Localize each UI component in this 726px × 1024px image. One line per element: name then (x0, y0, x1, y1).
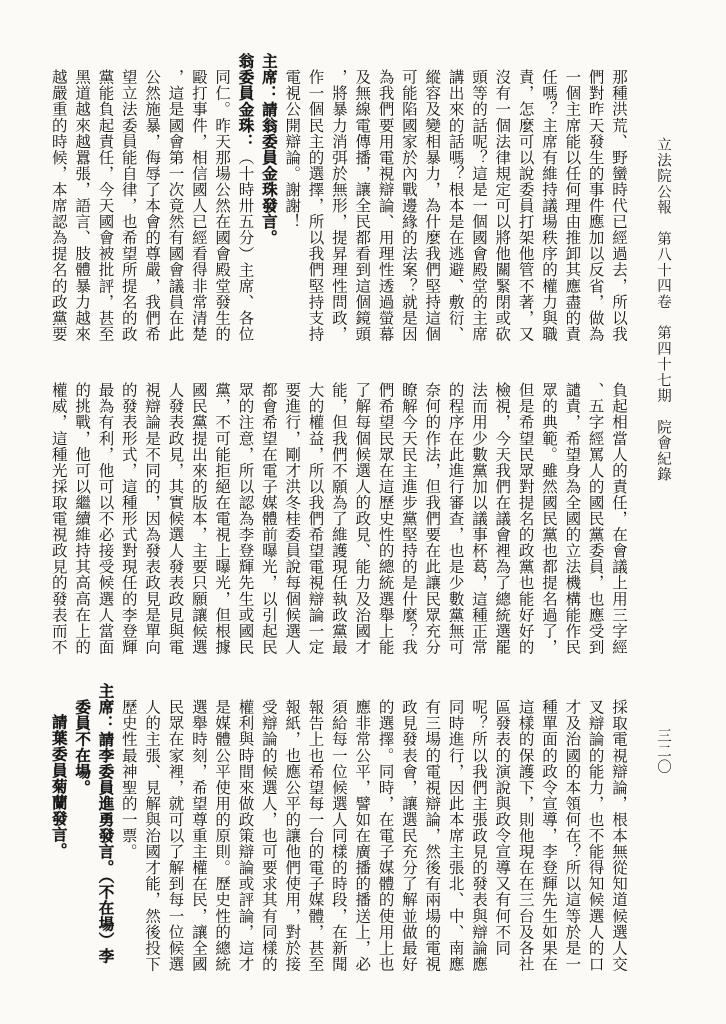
text-column: 越嚴重的時候，本席認為提名的政黨要 (49, 68, 67, 342)
text-column: 一個主席能以任何理由推卸其應盡的責 (563, 68, 581, 342)
text-column: 電視公開辯論。謝謝！ (283, 68, 301, 229)
text-column: 們對昨天發生的事件應加以反省，做為 (586, 68, 604, 342)
speaker-line-column: 翁委員金珠：（十時卅五分）主席、各位 (236, 53, 254, 342)
speaker-line-column: 主席：請李委員進勇發言。（不在場）李 (96, 683, 114, 965)
text-band-top (46, 53, 630, 342)
text-column: 報紙，也應公平的讓他們使用，對於接 (283, 698, 301, 972)
speaker-line-column: 主席：請翁委員金珠發言。 (259, 53, 277, 246)
text-column: 眾的注意，所以認為李登輝先生或國民 (236, 381, 254, 655)
speaker-name: 翁委員金珠： (236, 53, 254, 150)
text-column: 但是希望民眾對提名的政黨也能好好的 (516, 381, 534, 655)
text-column: 了解每個候選人的政見、能力及治國才 (353, 381, 371, 655)
text-column: 政見發表會，讓選民充分了解並做最好 (399, 698, 417, 972)
text-column: 毆打事件，相信國人已經看得非常清楚 (189, 68, 207, 342)
text-column: 應非常公平，譬如在廣播的播送上，必 (353, 698, 371, 972)
text-column: 採取電視辯論，根本無從知道候選人交 (610, 698, 627, 972)
text-column: 才及治國的本領何在？所以這等於是一 (563, 698, 581, 972)
text-column: 奈何的作法，但我們要在此讓民眾充分 (423, 381, 441, 655)
text-column: 負起相當人的責任，在會議上用三字經 (610, 381, 627, 655)
text-column: 的挑戰，他可以繼續維持其高高在上的 (73, 381, 91, 655)
text-band-middle (46, 366, 630, 654)
text-column: 、五字經罵人的國民黨委員，也應受到 (586, 381, 604, 655)
text-column: 同時進行，因此本席主張北、中、南應 (446, 698, 464, 972)
journal-header: 立法院公報 第八十四卷 第四十七期 院會紀錄 (655, 137, 671, 483)
text-column: 黑道越來越囂張，語言、肢體暴力越來 (73, 68, 91, 342)
text-column: 最為有利，他可以不必接受候選人當面 (96, 381, 114, 655)
text-column: 報告上也希望每一台的電子媒體，甚至 (306, 698, 324, 972)
text-column: ，將暴力消弭於無形，提昇理性問政， (329, 68, 347, 342)
text-column: 可能陷國家於內戰邊緣的法案？就是因 (399, 68, 417, 342)
text-column: 種單面的政令宣導，李登輝先生如果在 (539, 698, 557, 972)
text-column: 沒有一個法律規定可以將他關緊閉或砍 (493, 68, 511, 342)
text-column: 譴責，希望身為全國的立法機構能作民 (563, 381, 581, 655)
text-column: 公然施暴，侮辱了本會的尊嚴，我們希 (143, 68, 161, 342)
text-column: 視辯論是不同的，因為發表政見是單向 (143, 381, 161, 655)
text-column: 頭等的話呢？這是一個國會殿堂的主席 (469, 68, 487, 342)
text-column: 須給每一位候選人同樣的時段，在新聞 (329, 698, 347, 972)
text-column: 呢？所以我們主張政見的發表與辯論應 (469, 698, 487, 972)
text-column: 區發表的演說與政令宣導又有何不同 (493, 698, 511, 956)
text-column: 檢視，今天我們在議會裡為了總統選罷 (493, 381, 511, 655)
text-column: 縱容及變相暴力，為什麼我們堅持這個 (423, 68, 441, 342)
text-column: 國民黨提出來的版本，主要只願讓候選 (189, 381, 207, 655)
text-column: 們希望民眾在這歷史性的總統選舉上能 (376, 381, 394, 655)
text-column: 黨能負起責任，今天國會被批評，甚至 (96, 68, 114, 342)
text-column: 是媒體公平使用的原則。歷史性的總統 (213, 698, 231, 972)
text-band-bottom (46, 683, 630, 971)
text-column: 要進行，剛才洪冬桂委員說每個候選人 (283, 381, 301, 655)
text-column: 講出來的話嗎？根本是在逃避、敷衍、 (446, 68, 464, 342)
text-column: 黨，不可能拒絕在電視上曝光，但根據 (213, 381, 231, 655)
text-column: 民眾在家裡，就可以了解到每一位候選 (166, 698, 184, 972)
text-column: 人的主張、見解與治國才能，然後投下 (143, 698, 161, 972)
text-column: 大的權益，所以我們希望電視辯論一定 (306, 381, 324, 655)
text-column: 這樣的保護下，則他現在在三台及各社 (516, 698, 534, 972)
text-column: 責，怎麼可以說委員打架他管不著，又 (516, 68, 534, 342)
page-number: 三二〇 (655, 728, 671, 776)
text-column: 有三場的電視辯論，然後有兩場的電視 (423, 698, 441, 972)
text-column: 權利與時間來做政策辯論或評論，這才 (236, 698, 254, 972)
text-column: 的發表形式，這種形式對現任的李登輝 (119, 381, 137, 655)
text-column: 作一個民主的選擇，所以我們堅持支持 (306, 68, 324, 342)
text-column: 及無線電傳播，讓全民都看到這個鏡頭 (353, 68, 371, 342)
text-column: 任嗎？主席有維持議場秩序的權力與職 (539, 68, 557, 342)
text-column: 那種洪荒、野蠻時代已經過去，所以我 (610, 68, 627, 342)
text-column: 同仁。昨天那場公然在國會殿堂發生的 (213, 68, 231, 342)
text-column: 為我們要用電視辯論、用理性透過螢幕 (376, 68, 394, 342)
text-column: 的選擇。同時，在電子媒體的使用上也 (376, 698, 394, 972)
text-column: 權威，這種光採取電視政見的發表而不 (49, 381, 67, 655)
text-column: 望立法委員能自律，也希望所提名的政 (119, 68, 137, 342)
text-column: 叉辯論的能力，也不能得知候選人的口 (586, 698, 604, 972)
text-column: 歷史性最神聖的一票。 (119, 698, 137, 859)
text-column: 人發表政見，其實候選人發表政見與電 (166, 381, 184, 655)
text-column: 瞭解今天民主進步黨堅持的是什麼？我 (399, 381, 417, 655)
text-column: ，這是國會第一次竟然有國會議員在此 (166, 68, 184, 342)
text-column: 能，但我們不願為了維護現任執政黨最 (329, 381, 347, 655)
text-column: 法而用少數黨加以議事杯葛，這種正常 (469, 381, 487, 655)
text-column: 選舉時刻，希望尊重主權在民，讓全國 (189, 698, 207, 972)
speaker-line-column: 委員不在場。 (73, 698, 91, 795)
text-column: 受辯論的候選人，也可要求其有同樣的 (259, 698, 277, 972)
text-column: 的程序在此進行審查，也是少數黨無可 (446, 381, 464, 655)
speaker-line-column: 請葉委員菊蘭發言。 (49, 714, 67, 859)
text-column: 都會希望在電子媒體前曝光，以引起民 (259, 381, 277, 655)
text-column: 眾的典範。雖然國民黨也都提名過了， (539, 381, 557, 655)
